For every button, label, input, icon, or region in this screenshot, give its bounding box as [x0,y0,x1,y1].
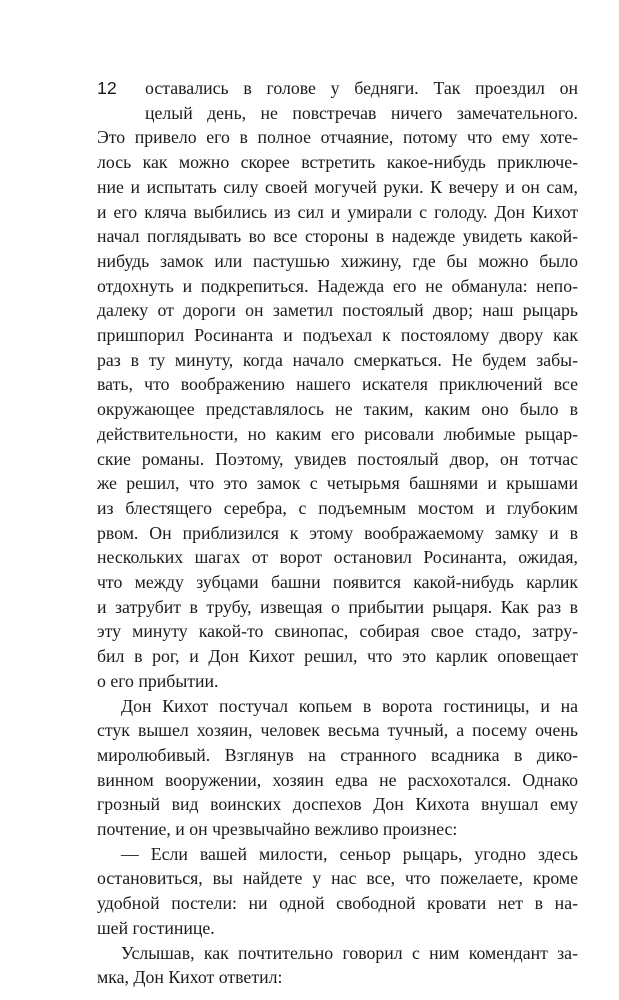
text-line: нибудь замок или пастушью хижину, где бы можно было [97,250,578,271]
text-line: раз в ту минуту, когда начало смеркаться. Не будем забы- [97,349,578,370]
text-line: о его прибытии. [97,670,219,691]
text-line: эту минуту какой-то свинопас, собирая свое стадо, затру- [97,621,578,642]
text-line: отдохнуть и подкрепиться. Надежда его не обманула: непо- [97,275,578,296]
text-line: действительности, но каким его рисовали любимые рыцар- [97,423,578,444]
text-line: рвом. Он приблизился к этому воображаемому замку и в [97,522,578,543]
text-line: начал поглядывать во все стороны в надежде увидеть какой- [97,226,578,247]
text-line: ские романы. Поэтому, увидев постоялый двор, он тотчас [97,448,578,469]
text-line: стук вышел хозяин, человек весьма тучный, а посему очень [97,720,578,741]
text-line: бил в рог, и Дон Кихот решил, что это карлик оповещает [97,646,578,667]
text-line: оставались в голове у бедняги. Так проездил он [145,78,578,98]
page-number: 12 [97,78,117,98]
text-line: шей гостинице. [97,917,215,938]
text-line: и затрубит в трубу, извещая о прибытии рыцаря. Как раз в [97,596,578,617]
text-line: Это привело его в полное отчаяние, потому что ему хоте- [97,127,578,148]
text-line: мка, Дон Кихот ответил: [97,967,283,988]
text-line: и его кляча выбились из сил и умирали с голоду. Дон Кихот [97,201,578,222]
text-line: вать, что воображению нашего искателя приключений все [97,374,578,395]
text-line: винном вооружении, хозяин едва не расхохотался. Однако [97,769,578,790]
text-line: Дон Кихот постучал копьем в ворота гостиницы, и на [121,695,578,716]
text-line: далеку от дороги он заметил постоялый двор; наш рыцарь [97,300,578,321]
text-line: пришпорил Росинанта и подъехал к постоялому двору как [97,325,578,346]
text-line: удобной постели: ни одной свободной кровати нет в на- [97,893,578,914]
text-line: остановиться, вы найдете у нас все, что пожелаете, кроме [97,868,578,889]
text-line: Услышав, как почтительно говорил с ним комендант за- [121,942,578,963]
text-line: ние и испытать силу своей могучей руки. К вечеру и он сам, [97,176,578,197]
text-line: нескольких шагах от ворот остановил Росинанта, ожидая, [97,547,578,568]
text-line: что между зубцами башни появится какой-нибудь карлик [97,572,578,593]
text-line: грозный вид воинских доспехов Дон Кихота внушал ему [97,794,578,815]
text-line: миролюбивый. Взглянув на странного всадника в дико- [97,744,578,765]
text-line: целый день, не повстречав ничего замечательного. [145,102,578,123]
text-line: окружающее представлялось не таким, каким оно было в [97,399,578,420]
text-line: же решил, что это замок с четырьмя башнями и крышами [97,473,578,494]
text-line: лось как можно скорее встретить какое-нибудь приключе- [97,152,578,173]
text-line: — Если вашей милости, сеньор рыцарь, угодно здесь [121,843,578,864]
text-line: из блестящего серебра, с подъемным мостом и глубоким [97,497,578,518]
text-line: почтение, и он чрезвычайно вежливо произнес: [97,819,458,840]
